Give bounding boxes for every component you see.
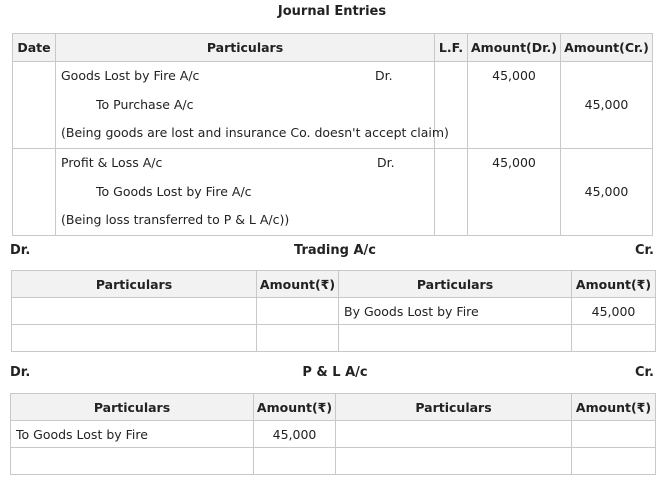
entry-particulars: [56, 62, 449, 149]
journal-header-row: [13, 34, 653, 62]
narration: (Being loss transferred to P & L A/c)): [61, 212, 290, 228]
trading-title: Trading A/c: [294, 243, 376, 258]
trading-cr-amount: [572, 325, 656, 352]
header-amount-cr: Amount(Cr.): [561, 34, 653, 62]
credit-account: To Purchase A/c: [96, 96, 194, 112]
trading-dr-amount: [257, 325, 339, 352]
trading-account-heading: [0, 243, 660, 261]
pl-dr-label: Dr.: [10, 365, 31, 380]
pl-cr-particulars: [336, 448, 572, 475]
trading-cr-particulars: By Goods Lost by Fire: [339, 298, 572, 325]
trading-dr-particulars: [12, 298, 257, 325]
pl-header-cr-particulars: Particulars: [336, 394, 572, 421]
entry-amount-cr-cell: [561, 149, 653, 236]
trading-cr-amount: 45,000: [572, 298, 656, 325]
pl-dr-particulars: To Goods Lost by Fire: [11, 421, 254, 448]
pl-header-row: [11, 394, 656, 421]
trading-dr-amount: [257, 298, 339, 325]
pl-cr-amount: [572, 448, 656, 475]
header-amount-dr: Amount(Dr.): [468, 34, 561, 62]
entry-amount-cr-cell: [561, 62, 653, 149]
pl-row: [11, 448, 656, 475]
entry-date: [13, 149, 56, 236]
pl-header-cr-amount: Amount(₹): [572, 394, 656, 421]
trading-cr-label: Cr.: [634, 243, 654, 258]
entry-amount-dr-cell: [468, 62, 561, 149]
header-particulars: Particulars: [56, 34, 435, 62]
pl-cr-particulars: [336, 421, 572, 448]
journal-entry-row: [13, 62, 653, 149]
entry-amount-dr-cell: [468, 149, 561, 236]
debit-line: [61, 149, 434, 178]
trading-header-row: [12, 271, 656, 298]
journal-title: Journal Entries: [277, 4, 387, 19]
entry-particulars: [56, 149, 435, 236]
header-lf: L.F.: [435, 34, 468, 62]
pl-account-heading: [0, 365, 660, 383]
entry-amount-cr: 45,000: [584, 96, 629, 112]
entry-amount-dr: 45,000: [492, 155, 536, 171]
journal-table: [12, 33, 653, 236]
pl-header-dr-amount: Amount(₹): [254, 394, 336, 421]
trading-row: [12, 298, 656, 325]
pl-cr-amount: [572, 421, 656, 448]
entry-date: [13, 62, 56, 149]
dr-marker: Dr.: [375, 68, 393, 83]
dr-marker: Dr.: [377, 155, 395, 171]
pl-cr-label: Cr.: [634, 365, 654, 380]
trading-dr-particulars: [12, 325, 257, 352]
journal-entry-row: [13, 149, 653, 236]
pl-row: [11, 421, 656, 448]
entry-lf: [435, 149, 468, 236]
debit-line: [61, 62, 434, 91]
trading-header-cr-amount: Amount(₹): [572, 271, 656, 298]
pl-dr-particulars: [11, 448, 254, 475]
pl-dr-amount: 45,000: [254, 421, 336, 448]
debit-account: Profit & Loss A/c: [61, 155, 163, 171]
trading-cr-particulars: [339, 325, 572, 352]
trading-dr-label: Dr.: [10, 243, 31, 258]
trading-header-dr-amount: Amount(₹): [257, 271, 339, 298]
entry-amount-cr: 45,000: [584, 183, 629, 199]
trading-row: [12, 325, 656, 352]
trading-header-dr-particulars: Particulars: [12, 271, 257, 298]
debit-account: Goods Lost by Fire A/c: [61, 68, 200, 83]
header-date: Date: [13, 34, 56, 62]
pl-dr-amount: [254, 448, 336, 475]
trading-header-cr-particulars: Particulars: [339, 271, 572, 298]
pl-account-table: [10, 393, 656, 475]
credit-account: To Goods Lost by Fire A/c: [96, 183, 252, 199]
pl-header-dr-particulars: Particulars: [11, 394, 254, 421]
trading-account-table: [11, 270, 656, 352]
entry-amount-dr: 45,000: [492, 68, 536, 83]
narration: (Being goods are lost and insurance Co. doesn't accept claim): [61, 125, 449, 141]
pl-title: P & L A/c: [302, 365, 368, 380]
